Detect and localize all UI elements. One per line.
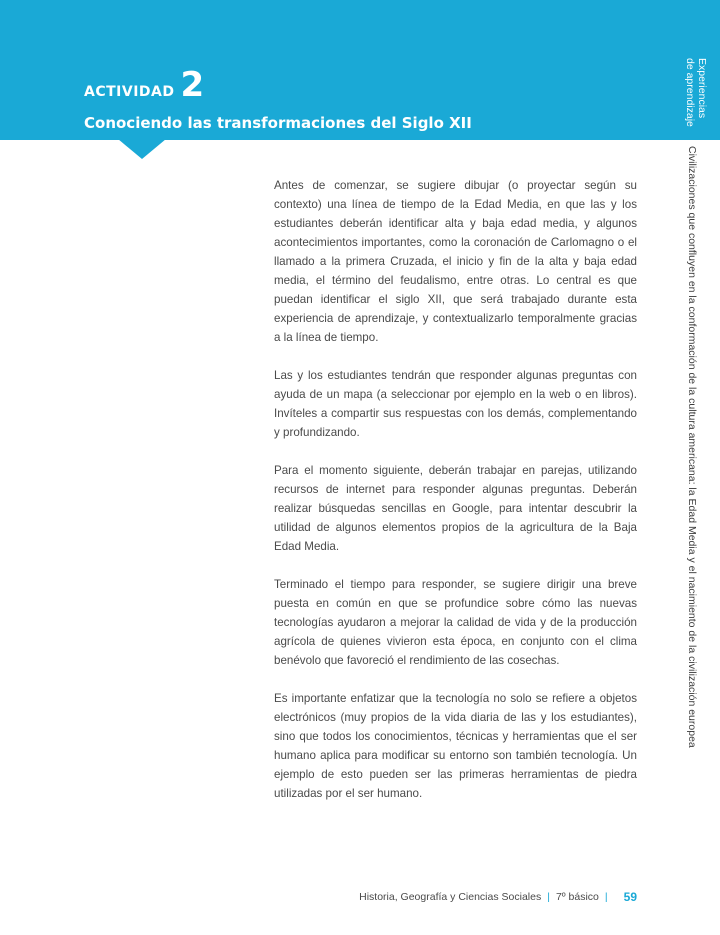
side-section-label — [684, 58, 708, 127]
page-footer — [0, 890, 637, 904]
activity-number: 2 — [180, 65, 205, 105]
activity-label — [84, 65, 205, 105]
footer-level: 7º básico — [555, 891, 599, 903]
paragraph: Las y los estudiantes tendrán que responder algunas preguntas con ayuda de un mapa (a seleccionar por ejemplo en la web o en libros). Invíteles a compartir sus respuestas con los demás, complementando y profundizando. — [274, 369, 637, 439]
paragraph: Antes de comenzar, se sugiere dibujar (o proyectar según su contexto) una línea de tiempo de la Edad Media, en que las y los estudiantes deberán identificar alta y baja edad media, y algunos acontecimientos importantes, como la coronación de Carlomagno o el llamado a la primera Cruzada, el inicio y fin de la alta y baja edad media, el término del feudalismo, entre otras. Lo central es que puedan identificar el siglo XII, que será trabajado durante esta experiencia de aprendizaje, y contextualizarlo temporalmente gracias a la línea de tiempo. — [274, 179, 637, 344]
page-number: 59 — [623, 890, 637, 904]
footer-separator: | — [604, 891, 608, 903]
activity-word: ACTIVIDAD — [84, 84, 175, 100]
side-section-line1: Experiencias — [696, 58, 708, 119]
paragraph: Terminado el tiempo para responder, se sugiere dirigir una breve puesta en común en que se profundice sobre cómo las nuevas tecnologías ayudaron a mejorar la calidad de vida y de la producción agrícola de quienes vivieron esta época, en conjunto con el clima benévolo que favoreció el rendimiento de las cosechas. — [274, 578, 637, 667]
side-section-line2: de aprendizaje — [684, 58, 696, 127]
footer-subject: Historia, Geografía y Ciencias Sociales — [359, 891, 542, 903]
paragraph: Para el momento siguiente, deberán trabajar en parejas, utilizando recursos de internet para responder algunas preguntas. Deberán realizar búsquedas sencillas en Google, para intentar descubrir la utilidad de algunos elementos propios de la agricultura de la Baja Edad Media. — [274, 464, 637, 553]
footer-separator: | — [547, 891, 550, 903]
body-text — [274, 176, 637, 822]
activity-title: Conociendo las transformaciones del Siglo XII — [84, 114, 472, 132]
header-notch — [118, 139, 166, 159]
side-unit-title: Civilizaciones que confluyen en la conformación de la cultura americana: la Edad Media y el nacimiento de la civilización europea — [686, 146, 698, 748]
paragraph: Es importante enfatizar que la tecnología no solo se refiere a objetos electrónicos (muy propios de la vida diaria de las y los estudiantes), sino que todos los conocimientos, técnicas y herramientas que el ser humano aplica para modificar su entorno son también tecnología. Un ejemplo de esto pueden ser las primeras herramientas de piedra utilizadas por el ser humano. — [274, 692, 637, 800]
